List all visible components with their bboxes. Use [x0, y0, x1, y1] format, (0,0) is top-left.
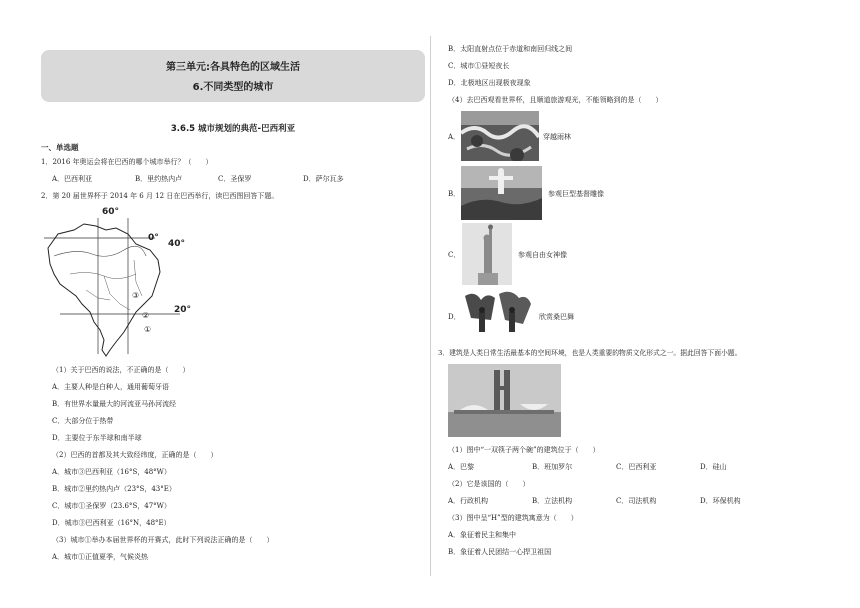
q3-2-option-d[interactable]: D．环保机构	[700, 497, 741, 505]
q2-1-option-b[interactable]: B．有世界水量最大的河流亚马孙河流经	[52, 400, 177, 408]
q2-1-option-c[interactable]: C．大部分位于热带	[52, 417, 114, 425]
q1-stem: 1．2016 年奥运会将在巴西的哪个城市举行？（ ）	[41, 158, 213, 166]
q2-4-option-c-letter[interactable]: C．	[448, 251, 461, 259]
q2-2-stem: （2）巴西的首都及其大致经纬度，正确的是（ ）	[52, 451, 218, 459]
q2-4-option-b-letter[interactable]: B．	[448, 190, 461, 198]
unit-title: 第三单元:各具特色的区域生活	[166, 62, 300, 73]
q2-3-option-b[interactable]: B．太阳直射点位于赤道和南回归线之间	[448, 45, 573, 53]
q3-2-stem: （2）它是该国的（ ）	[448, 480, 530, 488]
q3-1-option-b[interactable]: B．班加罗尔	[532, 463, 573, 471]
q2-2-option-b[interactable]: B．城市②里约热内卢（23°S，43°E）	[52, 485, 176, 493]
map-label-0: 0°	[148, 233, 159, 243]
q3-3-stem: （3）图中呈“H”型的建筑寓意为（ ）	[448, 514, 578, 522]
rainforest-photo	[461, 111, 539, 161]
q1-option-a[interactable]: A．巴西利亚	[52, 175, 93, 183]
samba-dance-photo	[461, 290, 533, 334]
q2-3-stem: （3）城市①举办本届世界杯的开赛式，此时下列说法正确的是（ ）	[52, 536, 274, 544]
q1-option-b[interactable]: B．里约热内卢	[135, 175, 183, 183]
q3-stem: 3．建筑是人类日常生活最基本的空间环境，也是人类重要的物质文化形式之一。据此回答下面小题。	[438, 349, 742, 357]
map-city-1: ①	[144, 325, 152, 334]
q3-3-option-b[interactable]: B．象征着人民团结一心捍卫祖国	[448, 548, 552, 556]
question-type-heading: 一、单选题	[41, 143, 79, 152]
q2-1-option-a[interactable]: A．主要人种是白种人，通用葡萄牙语	[52, 383, 170, 391]
q2-2-option-d[interactable]: D．城市③巴西利亚（16°N，48°E）	[52, 519, 171, 527]
q2-3-option-a[interactable]: A．城市①正值夏季，气候炎热	[52, 553, 149, 561]
section-title: 3.6.5 城市规划的典范-巴西利亚	[170, 124, 296, 134]
brazil-map	[40, 204, 200, 360]
q3-1-option-a[interactable]: A．巴黎	[448, 463, 475, 471]
christ-statue-photo	[461, 166, 542, 220]
q2-4-option-a-letter[interactable]: A．	[448, 133, 461, 141]
q3-2-option-b[interactable]: B．立法机构	[532, 497, 573, 505]
q3-3-option-a[interactable]: A．象征着民主和集中	[448, 531, 517, 539]
q2-1-option-d[interactable]: D．主要位于东半球和南半球	[52, 434, 142, 442]
q2-4-stem: （4）去巴西观看世界杯，且顺道旅游观光，不能领略到的是（ ）	[448, 96, 663, 104]
q3-1-stem: （1）图中“一双筷子两个碗”的建筑位于（ ）	[448, 446, 600, 454]
brasilia-congress-photo	[448, 364, 561, 437]
map-city-2: ②	[142, 311, 150, 320]
q2-stem: 2．第 20 届世界杯于 2014 年 6 月 12 日在巴西举行，读巴西图回答下题。	[41, 192, 279, 200]
q1-option-d[interactable]: D．萨尔瓦多	[303, 175, 344, 183]
q2-3-option-c[interactable]: C．城市①昼短夜长	[448, 62, 510, 70]
q1-option-c[interactable]: C．圣保罗	[218, 175, 252, 183]
map-label-60: 60°	[102, 207, 120, 217]
q3-2-option-a[interactable]: A．行政机构	[448, 497, 489, 505]
q2-1-stem: （1）关于巴西的说法，不正确的是（ ）	[52, 366, 190, 374]
lesson-title: 6.不同类型的城市	[192, 82, 274, 93]
title-banner	[41, 50, 425, 102]
map-city-3: ③	[132, 291, 140, 300]
q2-4-option-a-text: 穿越雨林	[543, 133, 571, 141]
q2-4-option-c-text: 参观自由女神像	[518, 251, 567, 259]
map-label-40: 40°	[168, 239, 186, 249]
q2-2-option-c[interactable]: C．城市①圣保罗（23.6°S，47°W）	[52, 502, 171, 510]
q3-2-option-c[interactable]: C．司法机构	[616, 497, 657, 505]
q3-1-option-c[interactable]: C．巴西利亚	[616, 463, 657, 471]
q2-3-option-d[interactable]: D．北极地区出现极夜现象	[448, 79, 531, 87]
q3-1-option-d[interactable]: D．硅山	[700, 463, 727, 471]
column-divider	[430, 36, 431, 576]
statue-of-liberty-photo	[462, 223, 512, 285]
q2-4-option-d-text: 欣赏桑巴舞	[539, 313, 574, 321]
q2-4-option-d-letter[interactable]: D．	[448, 313, 461, 321]
map-label-20: 20°	[174, 305, 192, 315]
q2-2-option-a[interactable]: A．城市③巴西利亚（16°S，48°W）	[52, 468, 171, 476]
q2-4-option-b-text: 参观巨型基督雕像	[548, 190, 604, 198]
